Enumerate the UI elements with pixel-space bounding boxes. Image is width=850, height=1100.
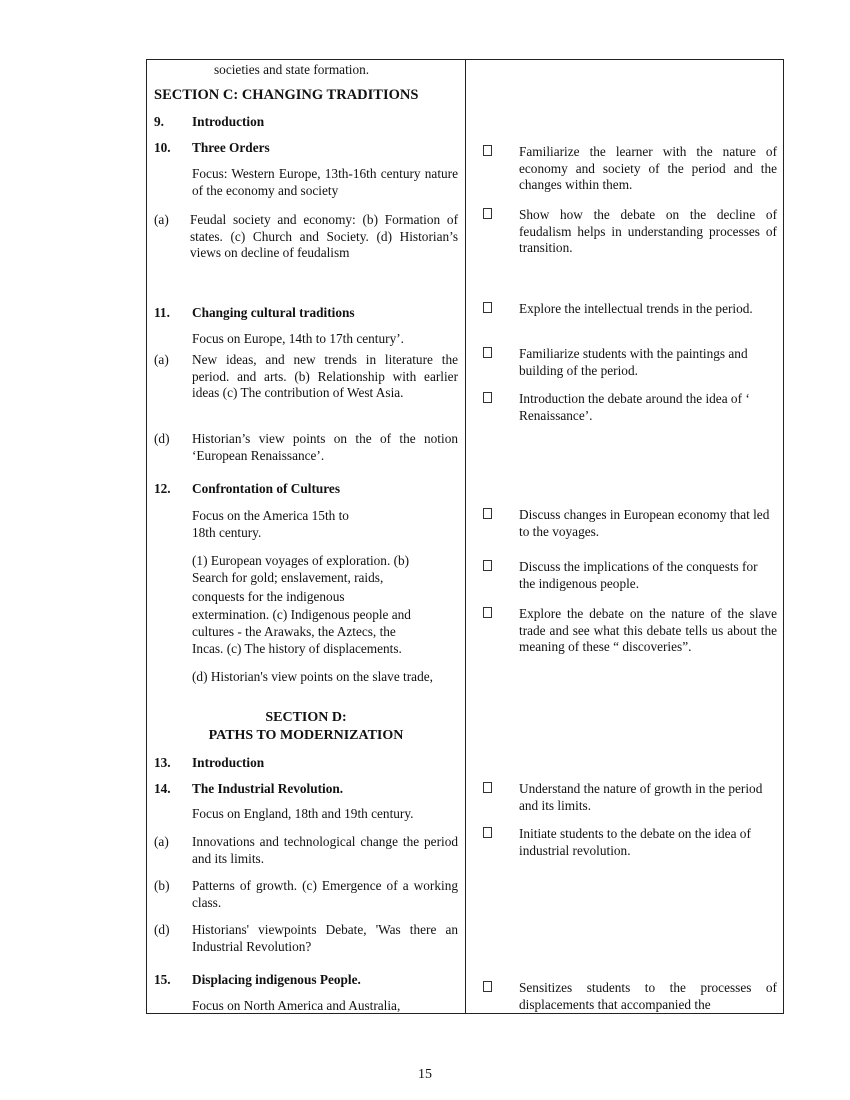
- continued-text: societies and state formation.: [214, 62, 370, 77]
- item-14-b-text: Patterns of growth. (c) Emergence of a working class.: [192, 878, 458, 910]
- objective-6: Discuss changes in European economy that led to the voyages.: [519, 507, 770, 539]
- checkbox-bullet-icon: [483, 981, 492, 992]
- objective-10: Initiate students to the debate on the idea of industrial revolution.: [519, 826, 751, 858]
- item-13-title: Introduction: [192, 755, 265, 770]
- item-11-a-text: New ideas, and new trends in literature the period. and arts. (b) Relationship with earlier ideas (c) The contribution of West Asia.: [192, 352, 458, 400]
- item-14-focus: Focus on England, 18th and 19th century.: [192, 806, 414, 821]
- item-10-title: Three Orders: [192, 140, 270, 155]
- checkbox-bullet-icon: [483, 347, 492, 358]
- checkbox-bullet-icon: [483, 302, 492, 313]
- item-12-d-text: (d) Historian's view points on the slave trade,: [192, 669, 433, 684]
- objective-8: Explore the debate on the nature of the slave trade and see what this debate tells us about the meaning of these “ discoveries”.: [519, 606, 777, 654]
- checkbox-bullet-icon: [483, 560, 492, 571]
- item-11-focus: Focus on Europe, 14th to 17th century’.: [192, 331, 404, 346]
- checkbox-bullet-icon: [483, 208, 492, 219]
- item-12-para-line-1: (1) European voyages of exploration. (b): [192, 553, 410, 568]
- item-11-title: Changing cultural traditions: [192, 305, 355, 320]
- item-15-focus: Focus on North America and Australia,: [192, 998, 401, 1013]
- item-12-para-line-2: Search for gold; enslavement, raids,: [192, 570, 384, 585]
- item-14-b-label: (b): [154, 878, 170, 893]
- item-9-title: Introduction: [192, 114, 265, 129]
- objective-9: Understand the nature of growth in the period and its limits.: [519, 781, 763, 813]
- item-15-number: 15.: [154, 972, 171, 987]
- objective-4: Familiarize students with the paintings and building of the period.: [519, 346, 748, 378]
- section-d-heading-line-2: PATHS TO MODERNIZATION: [208, 728, 404, 743]
- item-11-number: 11.: [154, 305, 170, 320]
- objective-11: Sensitizes students to the processes of displacements that accompanied the: [519, 980, 777, 1012]
- checkbox-bullet-icon: [483, 607, 492, 618]
- item-14-a-text: Innovations and technological change the period and its limits.: [192, 834, 458, 866]
- objective-7: Discuss the implications of the conquests for the indigenous people.: [519, 559, 758, 591]
- item-15-title: Displacing indigenous People.: [192, 972, 361, 987]
- item-10-a-text: Feudal society and economy: (b) Formation of states. (c) Church and Society. (d) Historian’s views on decline of feudalism: [190, 212, 458, 260]
- objective-5: Introduction the debate around the idea of ‘ Renaissance’.: [519, 391, 750, 423]
- item-14-a-label: (a): [154, 834, 169, 849]
- checkbox-bullet-icon: [483, 508, 492, 519]
- item-9-number: 9.: [154, 114, 164, 129]
- item-11-d-label: (d): [154, 431, 170, 446]
- item-14-d-text: Historians' viewpoints Debate, 'Was there an Industrial Revolution?: [192, 922, 458, 954]
- page-number: 15: [418, 1067, 432, 1082]
- section-d-heading-line-1: SECTION D:: [265, 710, 347, 725]
- checkbox-bullet-icon: [483, 145, 492, 156]
- item-12-para-line-5: cultures - the Arawaks, the Aztecs, the: [192, 624, 396, 639]
- item-11-a-label: (a): [154, 352, 169, 367]
- objective-1: Familiarize the learner with the nature of economy and society of the period and the changes within them.: [519, 144, 777, 192]
- objective-3: Explore the intellectual trends in the period.: [519, 301, 753, 316]
- item-13-number: 13.: [154, 755, 171, 770]
- item-10-number: 10.: [154, 140, 171, 155]
- item-11-d-text: Historian’s view points on the of the notion ‘European Renaissance’.: [192, 431, 458, 463]
- item-14-number: 14.: [154, 781, 171, 796]
- item-12-para-line-6: Incas. (c) The history of displacements.: [192, 641, 402, 656]
- checkbox-bullet-icon: [483, 782, 492, 793]
- item-12-number: 12.: [154, 481, 171, 496]
- column-divider: [465, 59, 466, 1014]
- item-12-para-line-4: extermination. (c) Indigenous people and: [192, 607, 411, 622]
- item-14-title: The Industrial Revolution.: [192, 781, 344, 796]
- section-c-heading: SECTION C: CHANGING TRADITIONS: [154, 87, 419, 103]
- item-10-focus: Focus: Western Europe, 13th-16th century nature of the economy and society: [192, 166, 458, 198]
- checkbox-bullet-icon: [483, 827, 492, 838]
- item-12-title: Confrontation of Cultures: [192, 481, 340, 496]
- item-12-focus-line-1: Focus on the America 15th to: [192, 508, 349, 523]
- checkbox-bullet-icon: [483, 392, 492, 403]
- item-12-para-line-3: conquests for the indigenous: [192, 589, 345, 604]
- objective-2: Show how the debate on the decline of feudalism helps in understanding processes of transition.: [519, 207, 777, 255]
- item-14-d-label: (d): [154, 922, 170, 937]
- item-12-focus-line-2: 18th century.: [192, 525, 262, 540]
- item-10-a-label: (a): [154, 212, 169, 227]
